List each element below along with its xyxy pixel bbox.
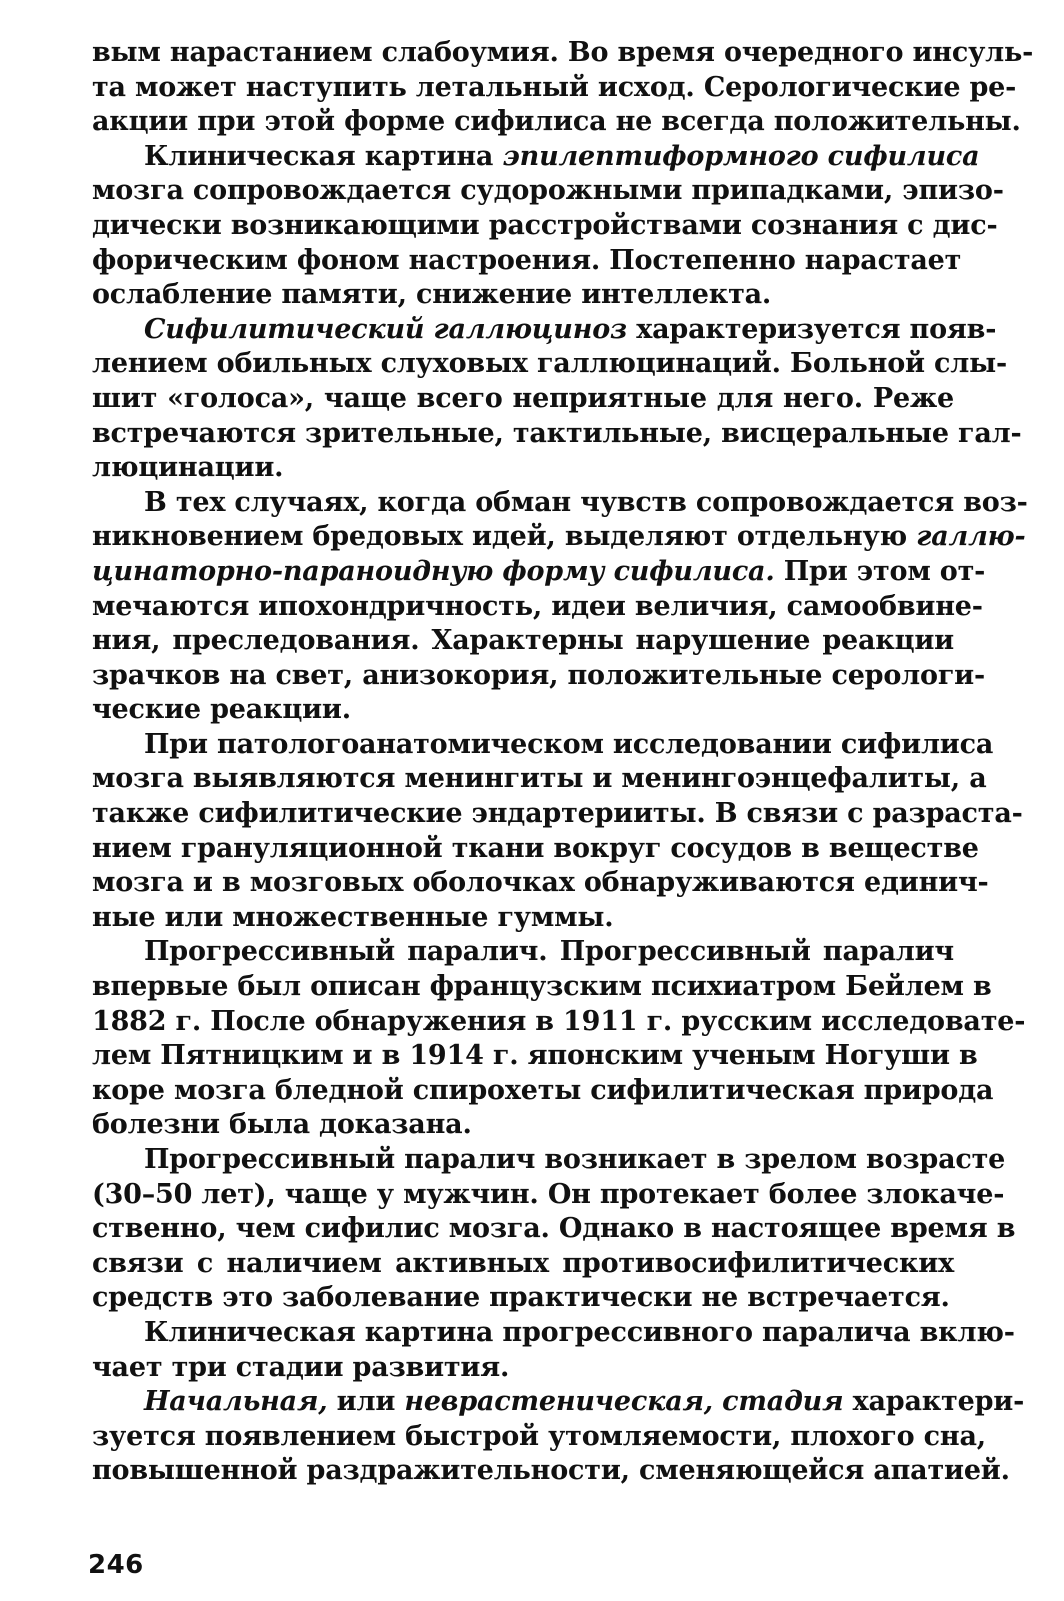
text-line: также сифилитические эндартерииты. В связи с разраста- bbox=[92, 798, 1023, 830]
text-line: коре мозга бледной спирохеты сифилитическая природа bbox=[92, 1074, 994, 1106]
emphasized-text: Начальная, bbox=[144, 1386, 328, 1418]
text-line: дически возникающими расстройствами сознания с дис- bbox=[92, 209, 998, 241]
text-line bbox=[92, 555, 986, 590]
emphasized-text: эпилептиформного сифилиса bbox=[502, 140, 980, 172]
text-line: ственно, чем сифилис мозга. Однако в настоящее время в bbox=[92, 1213, 1016, 1245]
text-line: зуется появлением быстрой утомляемости, плохого сна, bbox=[92, 1420, 986, 1452]
text-line bbox=[92, 140, 980, 175]
text-line bbox=[92, 1316, 1015, 1351]
text-run: или bbox=[327, 1386, 405, 1418]
text-line: шит «голоса», чаще всего неприятные для него. Реже bbox=[92, 382, 954, 414]
text-line: вым нарастанием слабоумия. Во время очередного инсуль- bbox=[92, 37, 1034, 68]
text-line: мозга выявляются менингиты и менингоэнцефалиты, а bbox=[92, 763, 987, 795]
text-run: характеризуется появ- bbox=[627, 313, 997, 345]
text-line: мозга и в мозговых оболочках обнаруживаются единич- bbox=[92, 867, 989, 899]
text-line: ческие реакции. bbox=[92, 694, 351, 726]
text-line bbox=[92, 486, 1028, 521]
text-line: мозга сопровождается судорожными припадками, эпизо- bbox=[92, 175, 1004, 207]
text-line: форическим фоном настроения. Постепенно нарастает bbox=[92, 244, 962, 276]
emphasized-text: Прогрессивный паралич. bbox=[144, 936, 548, 968]
text-line bbox=[92, 935, 954, 970]
text-run: Прогрессивный паралич bbox=[547, 936, 954, 968]
text-line: (30–50 лет), чаще у мужчин. Он протекает более злокаче- bbox=[92, 1178, 1005, 1210]
text-run: При этом от- bbox=[774, 555, 986, 587]
text-line: болезни была доказана. bbox=[92, 1109, 472, 1141]
text-line: связи с наличием активных противосифилитических bbox=[92, 1247, 954, 1279]
text-line: ния, преследования. Характерны нарушение реакции bbox=[92, 625, 954, 657]
text-line: средств это заболевание практически не встречается. bbox=[92, 1282, 950, 1314]
text-line bbox=[92, 313, 997, 348]
text-line: ослабление памяти, снижение интеллекта. bbox=[92, 279, 772, 311]
emphasized-text: галлю- bbox=[916, 521, 1026, 553]
text-line bbox=[92, 728, 994, 763]
emphasized-text: Сифилитический галлюциноз bbox=[144, 313, 628, 345]
text-line bbox=[92, 1143, 1006, 1178]
emphasized-text: цинаторно-параноидную форму сифилиса. bbox=[92, 555, 775, 587]
text-run: Прогрессивный паралич возникает в зрелом возрасте bbox=[144, 1144, 1006, 1175]
text-run: характери- bbox=[843, 1386, 1025, 1418]
text-line: 1882 г. После обнаружения в 1911 г. русским исследовате- bbox=[92, 1005, 1026, 1037]
text-line: нием грануляционной ткани вокруг сосудов в веществе bbox=[92, 832, 979, 864]
text-line: ные или множественные гуммы. bbox=[92, 901, 614, 933]
text-line: повышенной раздражительности, сменяющейся апатией. bbox=[92, 1455, 1010, 1487]
text-line: люцинации. bbox=[92, 452, 284, 484]
emphasized-text: неврастеническая, стадия bbox=[404, 1386, 844, 1418]
text-line: зрачков на свет, анизокория, положительные серологи- bbox=[92, 659, 985, 691]
page-text-body bbox=[92, 36, 1034, 1489]
page-number: 246 bbox=[88, 1550, 144, 1580]
text-run: В тех случаях, когда обман чувств сопровождается воз- bbox=[144, 486, 1028, 518]
text-line: чает три стадии развития. bbox=[92, 1351, 510, 1383]
text-run: Клиническая картина bbox=[144, 140, 503, 172]
text-line bbox=[92, 1385, 1025, 1420]
text-line: впервые был описан французским психиатром Бейлем в bbox=[92, 971, 992, 1003]
text-line: та может наступить летальный исход. Серологические ре- bbox=[92, 71, 1017, 103]
text-line: лением обильных слуховых галлюцинаций. Больной слы- bbox=[92, 348, 1007, 380]
text-line bbox=[92, 520, 1026, 555]
text-run: Клиническая картина прогрессивного паралича вклю- bbox=[144, 1316, 1015, 1348]
text-line: встречаются зрительные, тактильные, висцеральные гал- bbox=[92, 417, 1022, 449]
text-run: никновением бредовых идей, выделяют отдельную bbox=[92, 521, 917, 553]
text-run: При патологоанатомическом исследовании сифилиса bbox=[144, 728, 994, 760]
text-line: лем Пятницким и в 1914 г. японским ученым Ногуши в bbox=[92, 1040, 978, 1072]
text-line: мечаются ипохондричность, идеи величия, самообвине- bbox=[92, 590, 983, 622]
text-line: акции при этой форме сифилиса не всегда положительны. bbox=[92, 106, 1021, 138]
